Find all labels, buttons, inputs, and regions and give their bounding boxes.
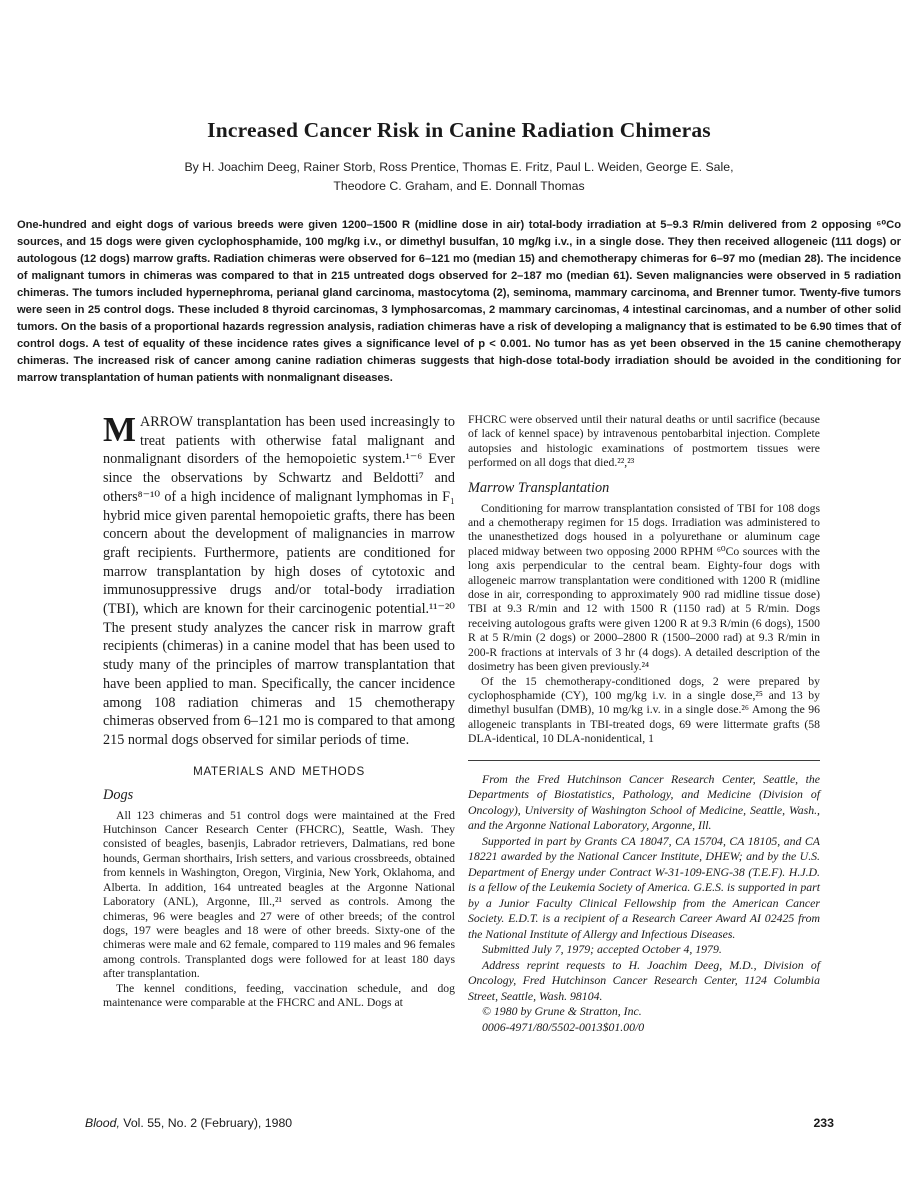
dogs-paragraph: All 123 chimeras and 51 control dogs were maintained at the Fred Hutchinson Cancer Research Center (FHCRC), Seattle, Wash. They consisted of beagles, basenjis, Labrador retrievers, Dalmatians, red bone hounds, German shorthairs, Irish setters, and various crossbreeds, obtained from kennels in Washington, Oregon, Virginia, New York, Oklahoma, and Alberta. In addition, 164 untreated beagles at the Argonne National Laboratory (ANL), Argonne, Ill.,²¹ served as controls. Among the chimeras, 96 were beagles and 27 were of other breeds; of the control dogs, 197 were beagles and 18 were of other breeds. Sixty-one of the chimeras were male and 62 female, compared to 119 males and 96 females among controls. Transplanted dogs were followed for at least 180 days after transplantation.	[103, 808, 455, 981]
footnote-reprints: Address reprint requests to H. Joachim Deeg, M.D., Division of Oncology, Fred Hutchinson Cancer Research Center, 1124 Columbia Street, Seattle, Wash. 98104.	[468, 957, 820, 1003]
body-columns	[103, 410, 820, 1035]
footnote-affiliation: From the Fred Hutchinson Cancer Research Center, Seattle, the Departments of Biostatistics, Pathology, and Medicine (Division of Oncology), University of Washington School of Medicine, Seattle, Wash., and the Argonne National Laboratory, Argonne, Ill.	[468, 771, 820, 833]
right-column	[468, 413, 820, 1035]
footnote-issn-code: 0006-4971/80/5502-0013$01.00/0	[482, 1019, 645, 1034]
intro-text: transplantation has been used increasingly to treat patients with otherwise fatal malignant and nonmalignant disorders of the hemopoietic system.¹⁻⁶ Ever since the observations by Schwartz and Beldotti⁷ and others⁸⁻¹⁰ of a high incidence of malignant lymphomas in F₁ hybrid mice given parental hemopoietic grafts, there has been concern about the development of malignancies in marrow graft recipients. Furthermore, patients are conditioned for marrow transplantation by high doses of cytotoxic and immunosuppressive drugs and/or total-body irradiation (TBI), which are known for their carcinogenic potential.¹¹⁻²⁰ The present study analyzes the cancer risk in marrow graft recipients (chimeras) in a canine model that has been used to study many of the principles of marrow transplantation that have been applied to man. Specifically, the cancer incidence among 108 radiation chimeras and 15 chemotherapy chimeras observed from 6–121 mo is compared to that among 215 normal dogs observed for similar periods of time.	[103, 414, 455, 748]
page-number: 233	[813, 1116, 834, 1130]
left-column	[103, 410, 455, 1035]
marrow-paragraph-1: Conditioning for marrow transplantation consisted of TBI for 108 dogs and a chemotherapy regimen for 15 dogs. Irradiation was administered to the unanesthetized dogs housed in a polyurethane or aluminum cage placed midway between two opposing 2000 RPHM ⁶⁰Co sources with the long axis perpendicular to the central beam. Eighty-four dogs with allogeneic marrow transplantation were conditioned with 1200 R (midline dose in air, corresponding to approximately 900 rad midline tissue dose) TBI at 9.3 R/min and 12 with 1500 R (1150 rad) at 5 R/min. Dogs receiving autologous grafts were given 1200 R at 9.3 R/min (6 dogs), 1500 R at 5 R/min (2 dogs) or 2000–2800 R (1500–2000 rad) at 9.3 R/min in 200-R fractions at intervals of 3 hr (4 dogs). A detailed description of the dosimetry has been given previously.²⁴	[468, 501, 820, 674]
intro-lead-word: ARROW	[140, 414, 193, 430]
footnote-copyright: © 1980 by Grune & Stratton, Inc.	[482, 1004, 642, 1019]
continuation-paragraph: FHCRC were observed until their natural deaths or until sacrifice (because of lack of kennel space) by intravenous pentobarbital injection. Complete autopsies and histologic examinations of postmortem tissues were performed on all dogs that died.²²,²³	[468, 413, 820, 470]
marrow-transplantation-heading: Marrow Transplantation	[468, 479, 610, 496]
byline	[0, 158, 918, 196]
article-title: Increased Cancer Risk in Canine Radiation Chimeras	[207, 118, 711, 142]
footnote-divider	[468, 760, 820, 761]
byline-line-1: By H. Joachim Deeg, Rainer Storb, Ross Prentice, Thomas E. Fritz, Paul L. Weiden, George E. Sale,	[184, 160, 734, 174]
byline-line-2: Theodore C. Graham, and E. Donnall Thomas	[333, 179, 585, 193]
footnote-submitted: Submitted July 7, 1979; accepted October 4, 1979.	[482, 942, 722, 957]
journal-name: Blood,	[85, 1116, 120, 1130]
materials-methods-heading: MATERIALS AND METHODS	[193, 764, 365, 778]
kennel-paragraph: The kennel conditions, feeding, vaccination schedule, and dog maintenance were comparable at the FHCRC and ANL. Dogs at	[103, 981, 455, 1009]
dropcap-letter: M	[103, 410, 137, 449]
intro-paragraph	[103, 410, 455, 750]
dogs-heading: Dogs	[103, 786, 134, 803]
footnotes-block	[468, 772, 820, 1036]
journal-issue-info: Vol. 55, No. 2 (February), 1980	[119, 1116, 293, 1130]
marrow-paragraph-2: Of the 15 chemotherapy-conditioned dogs, 2 were prepared by cyclophosphamide (CY), 100 mg/kg i.v. in a single dose,²⁵ and 13 by dimethyl busulfan (DMB), 10 mg/kg i.v. in a single dose.²⁶ Among the 96 allogeneic transplants in TBI-treated dogs, 69 were littermate grafts (58 DLA-identical, 10 DLA-nonidentical, 1	[468, 674, 820, 746]
journal-citation	[85, 1116, 292, 1130]
abstract-paragraph: One-hundred and eight dogs of various breeds were given 1200–1500 R (midline dose in air) total-body irradiation at 5–9.3 R/min delivered from 2 opposing ⁶⁰Co sources, and 15 dogs were given cyclophosphamide, 100 mg/kg i.v., or dimethyl busulfan, 10 mg/kg i.v., in a single dose. They then received allogeneic (111 dogs) or autologous (12 dogs) marrow grafts. Radiation chimeras were observed for 6–121 mo (median 15) and chemotherapy chimeras for 6–97 mo (median 28). The incidence of malignant tumors in chimeras was compared to that in 215 untreated dogs observed for 2–187 mo (median 61). Seven malignancies were observed in 5 radiation chimeras. The tumors included hypernephroma, perianal gland carcinoma, mastocytoma (2), seminoma, mammary carcinoma, and Brenner tumor. Twenty-five tumors were seen in 25 control dogs. These included 8 thyroid carcinomas, 3 lymphosarcomas, 2 mammary carcinomas, 4 intestinal carcinomas, and a number of other solid tumors. On the basis of a proportional hazards regression analysis, radiation chimeras have a risk of developing a malignancy that is estimated to be 6.90 times that of control dogs. A test of equality of these incidence rates gives a significance level of p < 0.001. No tumor has as yet been observed in the 15 canine chemotherapy chimeras. The increased risk of cancer among canine radiation chimeras suggests that high-dose total-body irradiation should be avoided in the conditioning for marrow transplantation of human patients with nonmalignant diseases.	[17, 219, 901, 384]
page-footer	[85, 1116, 834, 1130]
footnote-support: Supported in part by Grants CA 18047, CA 15704, CA 18105, and CA 18221 awarded by the National Cancer Institute, DHEW; and by the U.S. Department of Energy under Contract W-31-109-ENG-38 (T.E.F). H.J.D. is a fellow of the Leukemia Society of America. G.E.S. is supported in part by a Junior Faculty Clinical Fellowship from the American Cancer Society. E.D.T. is a recipient of a Research Career Award AI 02425 from the National Institute of Allergy and Infectious Diseases.	[468, 833, 820, 941]
